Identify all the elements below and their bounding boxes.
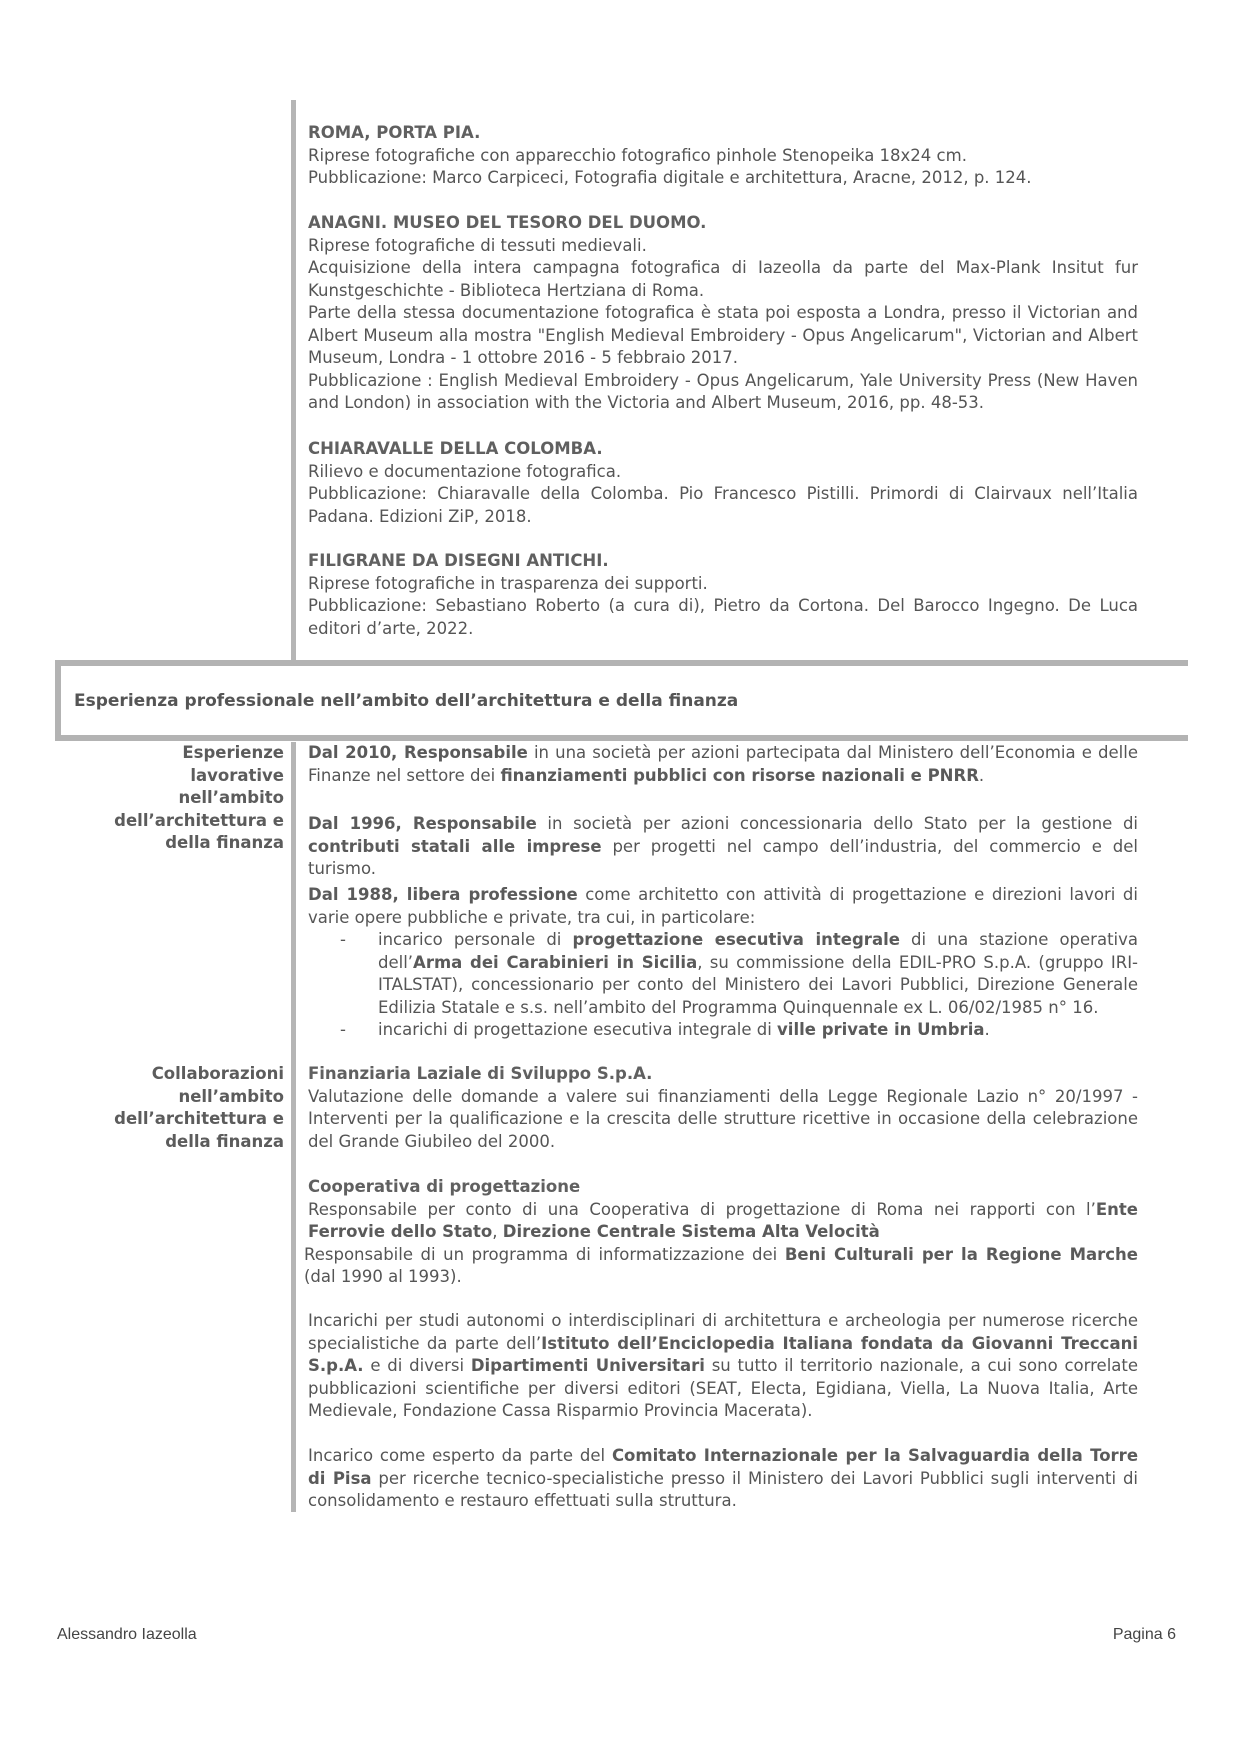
project-line: Pubblicazione: Marco Carpiceci, Fotografia digitale e architettura, Aracne, 2012, p. 124.: [308, 168, 1032, 187]
section-top-rule: [55, 660, 1188, 666]
bullet-list: [308, 929, 1138, 1042]
left-rule-top: [291, 100, 296, 663]
collab-title: Finanziaria Laziale di Sviluppo S.p.A.: [308, 1064, 653, 1083]
project-anagni: [308, 212, 1138, 415]
experience-text: come architetto con attività di progettazione e direzioni lavori di varie opere pubbliche e private, tra cui, in particolare:: [308, 885, 1138, 927]
section-title: Esperienza professionale nell’ambito dell’architettura e della finanza: [74, 691, 739, 711]
label-esperienze: Esperienze lavorative nell’ambito dell’architettura e della finanza: [114, 743, 284, 852]
project-title: ANAGNI. MUSEO DEL TESORO DEL DUOMO.: [308, 213, 707, 232]
left-rule-bottom: [291, 742, 296, 1512]
project-line: Parte della stessa documentazione fotografica è stata poi esposta a Londra, presso il Victorian and Albert Museum alla mostra "English Medieval Embroidery - Opus Angelicarum", Victorian and Albert Museum, Londra - 1 ottobre 2016 - 5 febbraio 2017.: [308, 303, 1138, 367]
project-line: Pubblicazione: Chiaravalle della Colomba. Pio Francesco Pistilli. Primordi di Clairvaux nell’Italia Padana. Edizioni ZiP, 2018.: [308, 484, 1138, 526]
footer-page-number: Pagina 6: [1112, 1626, 1176, 1643]
collab-title: Cooperativa di progettazione: [308, 1177, 581, 1196]
project-title: FILIGRANE DA DISEGNI ANTICHI.: [308, 551, 609, 570]
experience-text: per progetti nel campo dell’industria, del commercio e del turismo.: [308, 836, 1138, 878]
project-line: Rilievo e documentazione fotografica.: [308, 461, 622, 481]
project-line: Pubblicazione : English Medieval Embroidery - Opus Angelicarum, Yale University Press (New Haven and London) in association with the Victoria and Albert Museum, 2016, pp. 48-53.: [308, 370, 1138, 412]
project-line: Riprese fotografiche di tessuti medievali.: [308, 235, 647, 255]
footer-author: Alessandro Iazeolla: [57, 1626, 197, 1643]
project-chiaravalle: [308, 438, 1138, 528]
experience-text: in una società per azioni partecipata dal Ministero dell’Economia e delle Finanze nel settore dei: [308, 743, 1138, 785]
list-item: - incarico personale di progettazione esecutiva integrale di una stazione operativa dell’Arma dei Carabinieri in Sicilia, su commissione della EDIL-PRO S.p.A. (gruppo IRI-ITALSTAT), concessionario per conto del Ministero dei Lavori Pubblici, Direzione Generale Edilizia Statale e s.s. nell’ambito del Programma Quinquennale ex L. 06/02/1985 n° 16.: [308, 929, 1138, 1019]
project-roma: [308, 122, 1138, 190]
collab-torre-pisa: Incarico come esperto da parte del Comitato Internazionale per la Salvaguardia della Torre di Pisa per ricerche tecnico-specialistiche presso il Ministero dei Lavori Pubblici sugli interventi di consolidamento e restauro effettuati sulla struttura.: [308, 1446, 1139, 1510]
section-left-rule: [55, 660, 61, 741]
collab-cooperativa: Cooperativa di progettazione Responsabile per conto di una Cooperativa di progettazione di Roma nei rapporti con l’Ente Ferrovie dello Stato, Direzione Centrale Sistema Alta Velocità Responsabile di un programma di informatizzazione dei Beni Culturali per la Regione Marche (dal 1990 al 1993).: [304, 1177, 1138, 1286]
experience-2010: [308, 742, 1138, 787]
collab-treccani: Incarichi per studi autonomi o interdisciplinari di architettura e archeologia per numerose ricerche specialistiche da parte dell’Istituto dell’Enciclopedia Italiana fondata da Giovanni Treccani S.p.A. e di diversi Dipartimenti Universitari su tutto il territorio nazionale, a cui sono correlate pubblicazioni scientifiche per diversi editori (SEAT, Electa, Egidiana, Viella, La Nuova Italia, Arte Medievale, Fondazione Cassa Risparmio Provincia Macerata).: [308, 1311, 1139, 1420]
project-line: Riprese fotografiche in trasparenza dei supporti.: [308, 573, 708, 593]
experience-text: in società per azioni concessionaria dello Stato per la gestione di: [536, 814, 1139, 833]
experience-heading: Dal 2010, Responsabile: [308, 743, 528, 762]
project-line: Acquisizione della intera campagna fotografica di Iazeolla da parte del Max-Plank Insitut fur Kunstgeschichte - Biblioteca Hertziana di Roma.: [308, 258, 1138, 300]
experience-highlight: contributi statali alle imprese: [308, 836, 602, 856]
project-title: ROMA, PORTA PIA.: [308, 123, 481, 142]
project-title: CHIARAVALLE DELLA COLOMBA.: [308, 439, 603, 458]
project-line: Pubblicazione: Sebastiano Roberto (a cura di), Pietro da Cortona. Del Barocco Ingegno. De Luca editori d’arte, 2022.: [308, 596, 1138, 638]
experience-heading: Dal 1996, Responsabile: [308, 814, 537, 833]
label-collaborazioni: Collaborazioni nell’ambito dell’architettura e della finanza: [114, 1064, 284, 1151]
collab-finlazio: [308, 1063, 1138, 1153]
list-item: - incarichi di progettazione esecutiva integrale di ville private in Umbria.: [308, 1019, 1138, 1042]
section-bottom-rule: [55, 735, 1188, 741]
collab-text: Valutazione delle domande a valere sui finanziamenti della Legge Regionale Lazio n° 20/1997 - Interventi per la qualificazione e la crescita delle strutture ricettive in occasione della celebrazione del Grande Giubileo del 2000.: [308, 1086, 1138, 1151]
project-line: Riprese fotografiche con apparecchio fotografico pinhole Stenopeika 18x24 cm.: [308, 145, 967, 165]
experience-heading: Dal 1988, libera professione: [308, 885, 578, 904]
project-filigrane: [308, 550, 1138, 640]
experience-1988: [308, 884, 1138, 1042]
experience-1996: [308, 813, 1138, 881]
experience-highlight: finanziamenti pubblici con risorse nazionali e PNRR: [500, 765, 979, 785]
experience-text: .: [978, 765, 985, 785]
